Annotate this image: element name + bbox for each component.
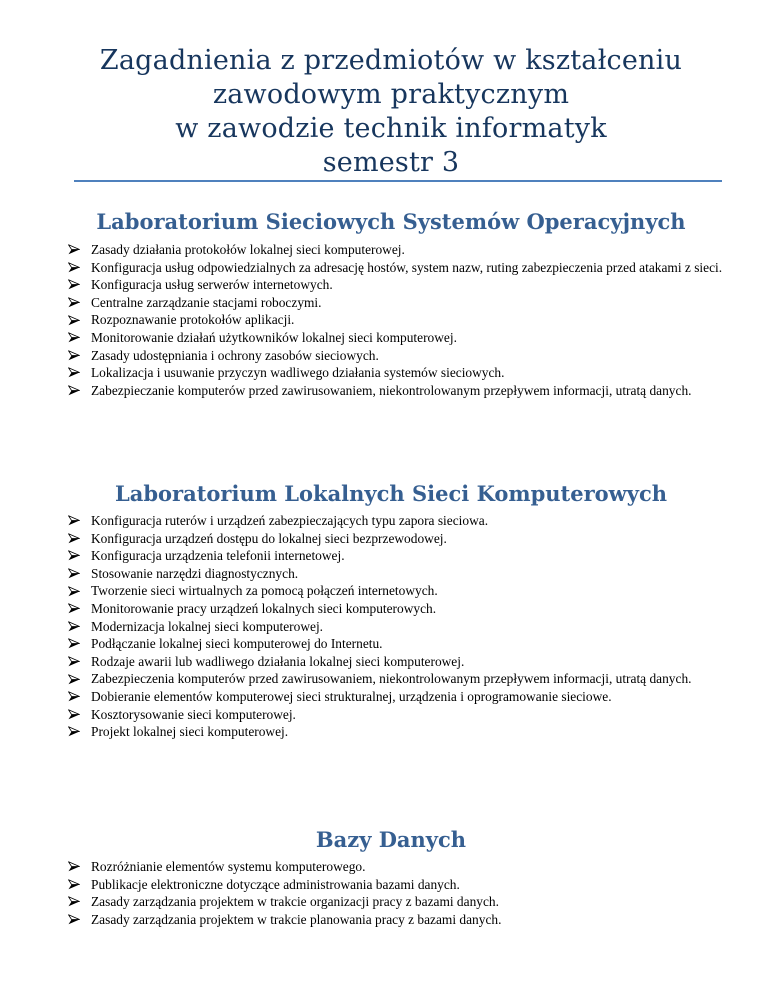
title-line: w zawodzie technik informatyk — [175, 113, 607, 144]
arrowhead-bullet-icon — [68, 618, 82, 636]
list-item — [68, 706, 728, 724]
arrowhead-bullet-icon — [68, 858, 82, 876]
page-title — [60, 44, 722, 180]
list-item-text: Tworzenie sieci wirtualnych za pomocą połączeń internetowych. — [91, 583, 438, 599]
arrowhead-bullet-icon — [68, 653, 82, 671]
list-item — [68, 347, 728, 365]
arrowhead-bullet-icon — [68, 364, 82, 382]
section-heading-sieciowe-systemy: Laboratorium Sieciowych Systemów Operacyjnych — [96, 209, 686, 234]
arrowhead-bullet-icon — [68, 600, 82, 618]
list-item — [68, 858, 728, 876]
arrowhead-bullet-icon — [68, 688, 82, 706]
section-heading-bazy-danych: Bazy Danych — [315, 827, 467, 852]
arrowhead-bullet-icon — [68, 382, 82, 400]
list-item — [68, 876, 728, 894]
arrowhead-bullet-icon — [68, 723, 82, 741]
list-item-text: Podłączanie lokalnej sieci komputerowej do Internetu. — [91, 636, 383, 652]
list-item-text: Zabezpieczenia komputerów przed zawirusowaniem, niekontrolowanym przepływem informacji, utratą danych. — [91, 671, 692, 687]
list-item — [68, 635, 728, 653]
arrowhead-bullet-icon — [68, 876, 82, 894]
arrowhead-bullet-icon — [68, 565, 82, 583]
list-item-text: Monitorowanie pracy urządzeń lokalnych sieci komputerowych. — [91, 600, 437, 616]
list-item — [68, 259, 728, 277]
list-item — [68, 364, 728, 382]
list-item-text: Publikacje elektroniczne dotyczące administrowania bazami danych. — [91, 876, 460, 892]
list-item — [68, 547, 728, 565]
bullet-list-bazy-danych — [68, 858, 728, 928]
list-item — [68, 512, 728, 530]
list-item — [68, 653, 728, 671]
arrowhead-bullet-icon — [68, 635, 82, 653]
list-item-text: Zasady udostępniania i ochrony zasobów sieciowych. — [91, 347, 379, 363]
section-heading-lokalne-sieci: Laboratorium Lokalnych Sieci Komputerowych — [114, 481, 668, 506]
list-item — [68, 893, 728, 911]
list-item-text: Konfiguracja urządzeń dostępu do lokalnej sieci bezprzewodowej. — [91, 530, 447, 546]
list-item — [68, 670, 728, 688]
list-item-text: Dobieranie elementów komputerowej sieci strukturalnej, urządzenia i oprogramowanie sieciowe. — [91, 688, 612, 704]
arrowhead-bullet-icon — [68, 547, 82, 565]
arrowhead-bullet-icon — [68, 582, 82, 600]
list-item-text: Monitorowanie działań użytkowników lokalnej sieci komputerowej. — [91, 329, 457, 345]
arrowhead-bullet-icon — [68, 241, 82, 259]
title-divider — [74, 180, 722, 182]
list-item — [68, 688, 728, 706]
title-line: semestr 3 — [322, 147, 460, 178]
list-item-text: Projekt lokalnej sieci komputerowej. — [91, 724, 289, 740]
arrowhead-bullet-icon — [68, 911, 82, 929]
title-line: Zagadnienia z przedmiotów w kształceniu — [99, 45, 683, 76]
list-item-text: Rozpoznawanie protokołów aplikacji. — [91, 312, 295, 328]
list-item — [68, 241, 728, 259]
list-item-text: Zabezpieczanie komputerów przed zawirusowaniem, niekontrolowanym przepływem informacji, utratą danych. — [91, 382, 692, 398]
arrowhead-bullet-icon — [68, 329, 82, 347]
bullet-list-lokalne-sieci — [68, 512, 728, 741]
list-item — [68, 329, 728, 347]
arrowhead-bullet-icon — [68, 294, 82, 312]
list-item-text: Rozróżnianie elementów systemu komputerowego. — [91, 859, 366, 874]
bullet-list-sieciowe-systemy — [68, 241, 728, 399]
arrowhead-bullet-icon — [68, 259, 82, 277]
list-item-text: Konfiguracja usług odpowiedzialnych za adresację hostów, system nazw, ruting zabezpieczenia przed atakami z sieci. — [91, 259, 723, 275]
arrowhead-bullet-icon — [68, 347, 82, 365]
arrowhead-bullet-icon — [68, 670, 82, 688]
arrowhead-bullet-icon — [68, 311, 82, 329]
list-item-text: Modernizacja lokalnej sieci komputerowej. — [91, 618, 324, 634]
list-item — [68, 600, 728, 618]
title-line: zawodowym praktycznym — [212, 79, 570, 110]
arrowhead-bullet-icon — [68, 512, 82, 530]
arrowhead-bullet-icon — [68, 276, 82, 294]
list-item-text: Zasady zarządzania projektem w trakcie organizacji pracy z bazami danych. — [91, 894, 499, 910]
list-item-text: Konfiguracja ruterów i urządzeń zabezpieczających typu zapora sieciowa. — [91, 513, 489, 528]
list-item-text: Kosztorysowanie sieci komputerowej. — [91, 706, 296, 722]
list-item-text: Stosowanie narzędzi diagnostycznych. — [91, 565, 299, 581]
list-item-text: Centralne zarządzanie stacjami roboczymi. — [91, 294, 322, 310]
list-item-text: Konfiguracja urządzenia telefonii internetowej. — [91, 548, 345, 564]
list-item — [68, 618, 728, 636]
list-item — [68, 565, 728, 583]
list-item-text: Zasady działania protokołów lokalnej sieci komputerowej. — [91, 242, 405, 257]
list-item-text: Zasady zarządzania projektem w trakcie planowania pracy z bazami danych. — [91, 911, 502, 927]
list-item — [68, 382, 728, 400]
list-item — [68, 723, 728, 741]
list-item-text: Rodzaje awarii lub wadliwego działania lokalnej sieci komputerowej. — [91, 653, 465, 669]
arrowhead-bullet-icon — [68, 530, 82, 548]
list-item — [68, 294, 728, 312]
list-item — [68, 582, 728, 600]
list-item-text: Lokalizacja i usuwanie przyczyn wadliwego działania systemów sieciowych. — [91, 365, 505, 381]
arrowhead-bullet-icon — [68, 893, 82, 911]
list-item — [68, 311, 728, 329]
list-item — [68, 276, 728, 294]
list-item-text: Konfiguracja usług serwerów internetowych. — [91, 277, 333, 293]
list-item — [68, 530, 728, 548]
list-item — [68, 911, 728, 929]
arrowhead-bullet-icon — [68, 706, 82, 724]
